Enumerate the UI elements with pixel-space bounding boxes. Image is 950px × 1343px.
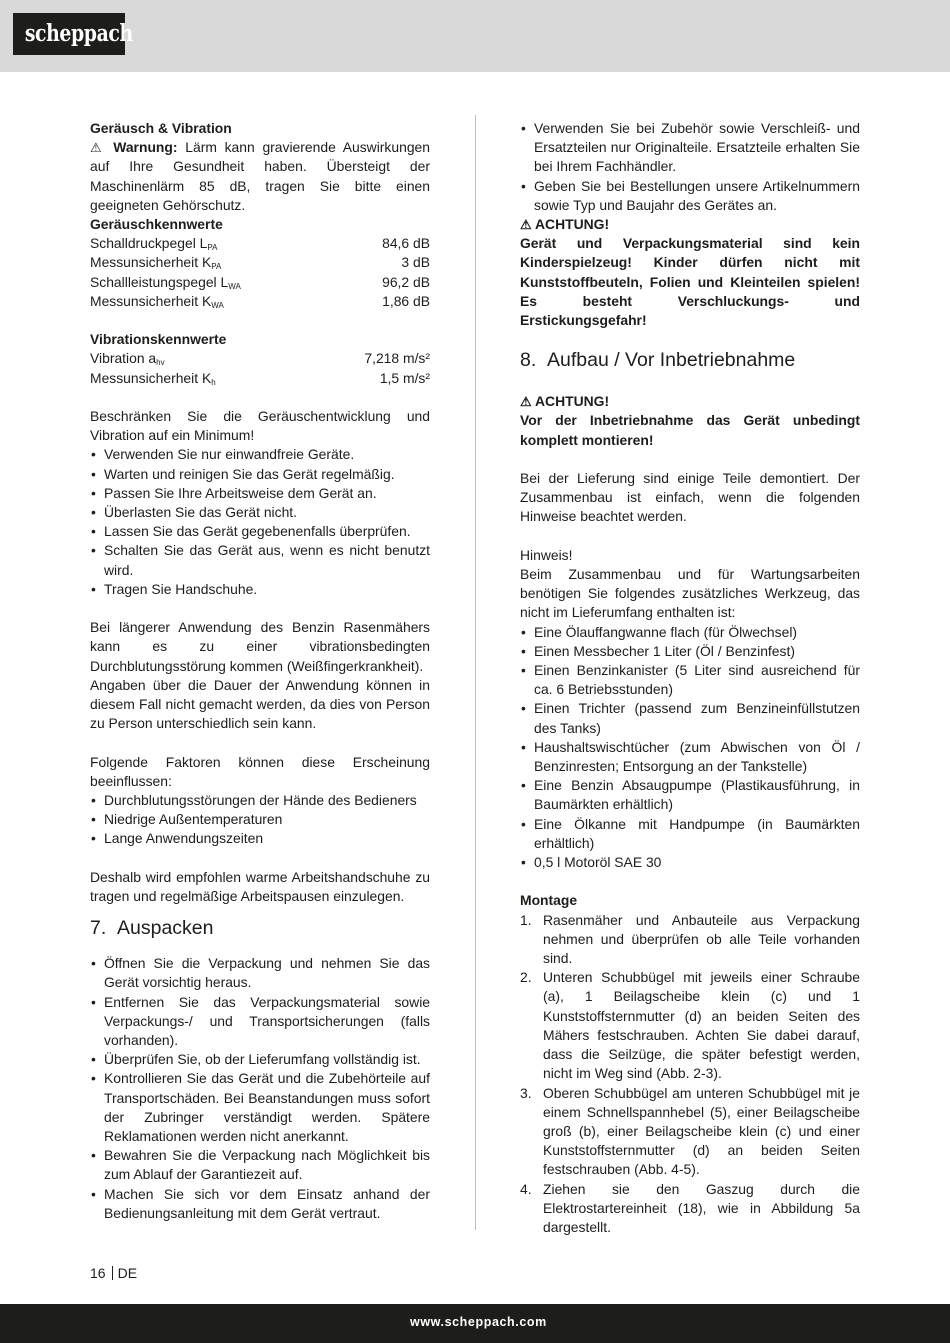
- montage-heading: Montage: [520, 892, 578, 909]
- note-label: Hinweis!: [520, 546, 573, 563]
- caution-2-text: Vor der Inbetriebnahme das Gerät unbedingt komplett montieren!: [520, 412, 860, 448]
- tool-list-item: • Eine Ölauffangwanne flach (für Ölwechsel): [520, 623, 860, 642]
- limit-list-item: • Warten und reinigen Sie das Gerät regelmäßig.: [90, 465, 430, 484]
- website-link[interactable]: www.scheppach.com: [410, 1315, 547, 1329]
- parts-list-item: • Verwenden Sie bei Zubehör sowie Verschleiß- und Ersatzteilen nur Originalteile. Ersatzteile erhalten Sie bei Ihrem Fachhändler.: [520, 119, 860, 177]
- unpack-list-item: • Entfernen Sie das Verpackungsmaterial sowie Verpackungs-/ und Transportsicherungen (falls vorhanden).: [90, 993, 430, 1051]
- montage-step: [520, 968, 860, 1083]
- caution-2-label: ⚠ ACHTUNG!: [520, 393, 610, 410]
- unpack-list-item: • Überprüfen Sie, ob der Lieferumfang vollständig ist.: [90, 1050, 430, 1069]
- limit-list-item: • Passen Sie Ihre Arbeitsweise dem Gerät an.: [90, 484, 430, 503]
- warning-triangle-icon: ⚠: [90, 140, 106, 156]
- right-column: [520, 119, 860, 1237]
- warning-text: Lärm kann gravierende Auswirkungen auf Ihre Gesundheit haben. Übersteigt der Maschinenlärm 85 dB, tragen Sie bitte einen geeigneten Gehörschutz.: [90, 139, 430, 213]
- tool-list-item: • Einen Messbecher 1 Liter (Öl / Benzinfest): [520, 642, 860, 661]
- spec-row: [90, 292, 430, 311]
- delivery-paragraph: Bei der Lieferung sind einige Teile demontiert. Der Zusammenbau ist einfach, wenn die folgenden Hinweise beachtet werden.: [520, 470, 860, 525]
- noise-warning: [90, 138, 430, 215]
- limit-list-item: • Verwenden Sie nur einwandfreie Geräte.: [90, 445, 430, 464]
- scheppach-logo: scheppach: [13, 13, 125, 55]
- spec-row: [90, 234, 430, 253]
- spec-row: [90, 369, 430, 388]
- factor-list-item: • Niedrige Außentemperaturen: [90, 810, 430, 829]
- montage-step: [520, 1084, 860, 1180]
- spec-value: 1,86 dB: [382, 292, 430, 309]
- montage-step: [520, 1180, 860, 1238]
- vibration-values-heading: Vibrationskennwerte: [90, 331, 227, 348]
- factors-intro: Folgende Faktoren können diese Erscheinung beeinflussen:: [90, 753, 430, 789]
- limit-list-item: • Schalten Sie das Gerät aus, wenn es nicht benutzt wird.: [90, 541, 430, 579]
- spec-value: 1,5 m/s²: [379, 369, 430, 386]
- tool-list-item: • Eine Benzin Absaugpumpe (Plastikausführung, in Baumärkten erhältlich): [520, 776, 860, 814]
- step-text: Oberen Schubbügel am unteren Schubbügel mit je einem Schnellspannhebel (5), einer Beilagscheibe groß (b), einer Beilagscheibe klein (c) und einer Kunststoffsternmutter (d) an beiden Seiten festschrauben (Abb. 4-5).: [543, 1084, 860, 1178]
- limit-list: [90, 445, 430, 599]
- unpack-list-item: • Öffnen Sie die Verpackung und nehmen Sie das Gerät vorsichtig heraus.: [90, 954, 430, 992]
- factor-list-item: • Lange Anwendungszeiten: [90, 829, 430, 848]
- footer-bar: [0, 1304, 950, 1343]
- tool-list-item: • Eine Ölkanne mit Handpumpe (in Baumärkten erhältlich): [520, 815, 860, 853]
- vibration-values-table: [90, 349, 430, 387]
- limit-list-item: • Lassen Sie das Gerät gegebenenfalls überprüfen.: [90, 522, 430, 541]
- noise-vibration-heading: Geräusch & Vibration: [90, 120, 232, 136]
- factors-list: [90, 791, 430, 849]
- column-divider: [475, 115, 476, 1230]
- step-number: 4.: [520, 1180, 532, 1197]
- spec-label: Schallleistungspegel $L_{WA}$: [90, 273, 241, 291]
- spec-value: 7,218 m/s²: [364, 350, 430, 367]
- limit-list-item: • Überlasten Sie das Gerät nicht.: [90, 503, 430, 522]
- unpack-list-item: • Machen Sie sich vor dem Einsatz anhand der Bedienungsanleitung mit dem Gerät vertraut.: [90, 1185, 430, 1223]
- limit-list-item: • Tragen Sie Handschuhe.: [90, 580, 430, 599]
- step-number: 3.: [520, 1084, 532, 1101]
- spec-label: Messunsicherheit $K_{WA}$: [90, 292, 224, 310]
- parts-list: [520, 119, 860, 215]
- unpack-list-item: • Kontrollieren Sie das Gerät und die Zubehörteile auf Transportschäden. Bei Beanstandungen muss sofort der Zubringer verständigt werden. Spätere Reklamationen werden nicht anerkannt.: [90, 1069, 430, 1146]
- warning-triangle-icon: ⚠: [520, 394, 532, 410]
- tool-list-item: • Einen Benzinkanister (5 Liter sind ausreichend für ca. 6 Betriebsstunden): [520, 661, 860, 699]
- step-text: Rasenmäher und Anbauteile aus Verpackung nehmen und überprüfen ob alle Teile vorhanden sind.: [543, 911, 860, 967]
- tool-list-item: • Haushaltswischtücher (zum Abwischen von Öl / Benzinresten; Entsorgung an der Tankstelle): [520, 738, 860, 776]
- warning-triangle-icon: ⚠: [520, 217, 532, 233]
- step-text: Unteren Schubbügel mit jeweils einer Schraube (a), 1 Beilagscheibe klein (c) und 1 Kunststoffsternmutter (d) an beiden Seiten des Mähers festschrauben. Achten Sie dabei darauf, dass die Seilzüge, die später befestigt werden, nicht im Weg sind (Abb. 2-3).: [543, 969, 860, 1082]
- spec-label: Messunsicherheit $K_{PA}$: [90, 254, 222, 272]
- step-number: 1.: [520, 911, 532, 928]
- section-7-heading: 7. Auspacken: [90, 917, 214, 940]
- spec-label: Schalldruckpegel $L_{PA}$: [90, 235, 218, 253]
- spec-value: 84,6 dB: [382, 235, 430, 252]
- note-text: Beim Zusammenbau und für Wartungsarbeiten benötigen Sie folgendes zusätzliches Werkzeug, das nicht im Lieferumfang enthalten ist:: [520, 566, 860, 621]
- montage-step: [520, 911, 860, 969]
- unpack-list-item: • Bewahren Sie die Verpackung nach Möglichkeit bis zum Ablauf der Garantiezeit auf.: [90, 1146, 430, 1184]
- step-number: 2.: [520, 969, 532, 986]
- factor-list-item: • Durchblutungsstörungen der Hände des Bedieners: [90, 791, 430, 810]
- tool-list-item: • Einen Trichter (passend zum Benzineinfüllstutzen des Tanks): [520, 699, 860, 737]
- page-number: 16 DE: [90, 1265, 138, 1281]
- warning-label: Warnung:: [113, 139, 178, 156]
- noise-values-heading: Geräuschkennwerte: [90, 216, 223, 233]
- limit-intro: Beschränken Sie die Geräuschentwicklung und Vibration auf ein Minimum!: [90, 408, 430, 444]
- spec-value: 3 dB: [401, 254, 430, 271]
- spec-row: [90, 273, 430, 292]
- spec-row: [90, 253, 430, 272]
- unpack-list: [90, 954, 430, 1223]
- spec-label: Messunsicherheit $K_h$: [90, 369, 216, 387]
- tool-list-item: • 0,5 l Motoröl SAE 30: [520, 853, 860, 872]
- montage-steps-list: [520, 911, 860, 1237]
- long-use-paragraph-2: Angaben über die Dauer der Anwendung können in diesem Fall nicht gemacht werden, da dies von Person zu Person unterschiedlich sein kann.: [90, 676, 430, 732]
- noise-values-table: [90, 234, 430, 311]
- caution-1-text: Gerät und Verpackungsmaterial sind kein Kinderspielzeug! Kinder dürfen nicht mit Kunststoffbeuteln, Folien und Kleinteilen spielen! Es besteht Verschluckungs- und Erstickungsgefahr!: [520, 235, 860, 329]
- caution-1-label: ⚠ ACHTUNG!: [520, 216, 610, 233]
- step-text: Ziehen sie den Gaszug durch die Elektrostartereinheit (18), wie in Abbildung 5a dargestellt.: [543, 1180, 860, 1235]
- long-use-paragraph-1: Bei längerer Anwendung des Benzin Rasenmähers kann es zu einer vibrationsbedingten Durchblutungsstörung kommen (Weißfingerkrankheit).: [90, 619, 430, 674]
- spec-row: [90, 349, 430, 368]
- section-8-heading: 8. Aufbau / Vor Inbetriebnahme: [520, 349, 796, 372]
- header-bar: [0, 0, 950, 72]
- gloves-paragraph: Deshalb wird empfohlen warme Arbeitshandschuhe zu tragen und regelmäßige Arbeitspausen einzulegen.: [90, 868, 430, 905]
- spec-value: 96,2 dB: [382, 273, 430, 290]
- parts-list-item: • Geben Sie bei Bestellungen unsere Artikelnummern sowie Typ und Baujahr des Gerätes an.: [520, 177, 860, 215]
- tools-list: [520, 623, 860, 873]
- spec-label: Vibration $a_{hv}$: [90, 350, 165, 368]
- left-column: [90, 119, 430, 1223]
